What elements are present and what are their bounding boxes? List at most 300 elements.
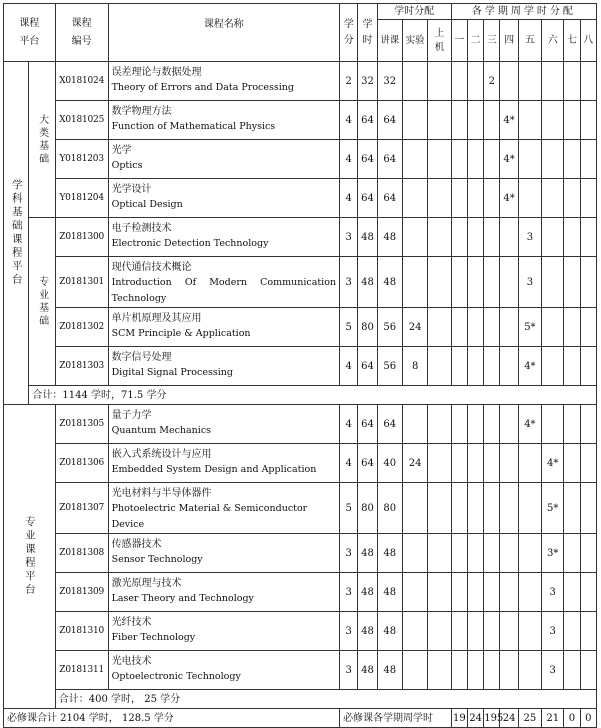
header-hours: 学时 [358,4,377,62]
subtotal-text: 合计：400 学时， 25 学分 [55,690,596,709]
course-row [4,218,597,257]
course-semester-empty [542,101,564,140]
course-semester-empty [580,101,596,140]
course-semester-empty [580,308,596,347]
course-row [4,257,597,308]
course-semester-empty [451,534,467,573]
course-code: Z0181302 [55,308,108,347]
course-credit: 4 [340,101,358,140]
course-semester-empty [580,62,596,101]
course-name-en: Photoelectric Material & Semiconductor Device [111,503,308,530]
course-name [108,218,340,257]
course-hours: 48 [358,534,377,573]
course-semester-empty [518,483,541,534]
course-computer [428,612,451,651]
course-name-en: Optical Design [111,199,183,210]
course-credit: 5 [340,483,358,534]
category-cell-label: 专业基础 [36,275,48,328]
course-computer [428,257,451,308]
course-credit: 5 [340,308,358,347]
course-lecture: 40 [377,444,402,483]
course-lab [402,218,427,257]
course-lab [402,612,427,651]
course-name [108,347,340,386]
course-semester-empty [500,612,518,651]
course-lab [402,534,427,573]
course-semester-empty [467,257,483,308]
course-semester-empty [467,612,483,651]
header-semester: 三 [484,20,500,62]
header-semester: 七 [564,20,580,62]
course-semester-empty [484,308,500,347]
course-semester-empty [580,444,596,483]
course-semester-empty [542,179,564,218]
course-name-cn: 误差理论与数据处理 [111,67,202,78]
course-semester-empty [500,62,518,101]
course-semester-empty [451,218,467,257]
course-semester-empty [451,101,467,140]
course-semester-empty [484,140,500,179]
course-semester-empty [564,573,580,612]
course-computer [428,651,451,690]
course-code: Z0181309 [55,573,108,612]
footer-total: 必修课合计 2104 学时， 128.5 学分 [4,709,340,728]
course-semester-empty [451,483,467,534]
course-semester-empty [518,62,541,101]
course-semester-empty [467,179,483,218]
platform-discipline-base-label: 学科基础课程平台 [10,179,23,287]
course-computer [428,140,451,179]
course-lab [402,179,427,218]
course-semester-empty [451,573,467,612]
course-lecture: 64 [377,179,402,218]
course-semester-empty [580,483,596,534]
course-credit: 4 [340,140,358,179]
course-name [108,308,340,347]
curriculum-table [3,3,597,728]
course-lab [402,405,427,444]
course-name-cn: 量子力学 [111,410,152,421]
course-name-en: Introduction Of Modern Communication Technology [111,277,337,304]
course-semester-empty [518,534,541,573]
course-semester-empty [500,218,518,257]
course-semester-empty [500,257,518,308]
course-semester-empty [542,62,564,101]
course-semester-hours: 2 [484,62,500,101]
course-name-cn: 单片机原理及其应用 [111,313,202,324]
course-semester-empty [467,101,483,140]
course-row [4,405,597,444]
course-semester-empty [484,483,500,534]
course-computer [428,483,451,534]
subtotal-row [4,386,597,405]
platform-discipline-base [4,62,29,405]
course-computer [428,308,451,347]
course-credit: 3 [340,573,358,612]
footer-weekly-label: 必修课各学期周学时 [340,709,452,728]
course-lab [402,101,427,140]
course-semester-empty [500,405,518,444]
course-lab: 8 [402,347,427,386]
course-name [108,140,340,179]
course-name-en: Fiber Technology [111,632,196,643]
course-semester-empty [484,347,500,386]
course-semester-empty [542,140,564,179]
course-credit: 3 [340,257,358,308]
course-semester-empty [580,347,596,386]
course-semester-empty [580,534,596,573]
course-semester-empty [580,257,596,308]
course-semester-empty [451,257,467,308]
subtotal-row [4,690,597,709]
course-lecture: 64 [377,101,402,140]
course-semester-hours: 5* [518,308,541,347]
course-name-cn: 光纤技术 [111,617,152,628]
course-semester-empty [564,444,580,483]
course-computer [428,444,451,483]
header-semester: 一 [451,20,467,62]
course-name-en: Electronic Detection Technology [111,238,269,249]
course-code: X0181024 [55,62,108,101]
course-semester-empty [451,140,467,179]
course-hours: 80 [358,483,377,534]
course-semester-empty [564,534,580,573]
course-hours: 80 [358,308,377,347]
course-name [108,257,340,308]
course-semester-empty [500,347,518,386]
course-semester-empty [484,573,500,612]
course-semester-empty [484,179,500,218]
course-lecture: 48 [377,257,402,308]
course-semester-empty [484,612,500,651]
course-semester-empty [542,218,564,257]
course-name-en: Function of Mathematical Physics [111,121,276,132]
course-semester-empty [564,405,580,444]
course-semester-empty [451,612,467,651]
course-semester-hours: 4* [542,444,564,483]
course-name [108,179,340,218]
header-name: 课程名称 [108,4,340,62]
category-cell [29,62,55,218]
course-name-cn: 传感器技术 [111,539,162,550]
course-semester-hours: 4* [500,179,518,218]
course-code: Z0181300 [55,218,108,257]
header-platform: 课程平台 [4,4,56,62]
course-lab [402,62,427,101]
course-semester-empty [518,140,541,179]
course-semester-empty [564,218,580,257]
course-code: Y0181203 [55,140,108,179]
course-hours: 64 [358,444,377,483]
course-name-cn: 数字信号处理 [111,352,172,363]
course-hours: 64 [358,101,377,140]
header-weekly: 各学期周学时分配 [451,4,596,20]
course-lecture: 48 [377,218,402,257]
course-semester-empty [451,444,467,483]
course-name-cn: 光电材料与半导体器件 [111,488,212,499]
course-semester-empty [467,62,483,101]
course-semester-empty [500,573,518,612]
course-semester-empty [467,534,483,573]
header-semester: 六 [542,20,564,62]
course-semester-hours: 3* [542,534,564,573]
course-semester-empty [467,347,483,386]
course-lecture: 56 [377,347,402,386]
footer-semester-value: 195 [484,709,500,728]
course-row [4,573,597,612]
course-hours: 64 [358,179,377,218]
course-semester-empty [518,179,541,218]
course-credit: 4 [340,347,358,386]
course-semester-empty [467,308,483,347]
course-semester-empty [451,308,467,347]
course-semester-empty [467,651,483,690]
course-semester-empty [580,179,596,218]
course-lab [402,483,427,534]
header-alloc-lab: 实验 [402,20,427,62]
course-semester-empty [500,444,518,483]
course-credit: 3 [340,651,358,690]
course-code: Z0181306 [55,444,108,483]
course-name [108,534,340,573]
header-semester: 五 [518,20,541,62]
course-semester-hours: 3 [542,651,564,690]
course-hours: 64 [358,405,377,444]
course-semester-empty [542,257,564,308]
course-semester-empty [451,179,467,218]
course-semester-empty [484,218,500,257]
course-name-cn: 光学 [111,145,132,156]
course-semester-empty [564,483,580,534]
course-semester-empty [564,140,580,179]
course-lecture: 80 [377,483,402,534]
course-name-cn: 现代通信技术概论 [111,262,192,273]
footer-semester-value: 0 [580,709,596,728]
footer-semester-value: 19 [451,709,467,728]
course-semester-empty [451,651,467,690]
course-row [4,534,597,573]
course-lecture: 32 [377,62,402,101]
course-semester-empty [542,347,564,386]
course-semester-empty [500,651,518,690]
course-code: Z0181303 [55,347,108,386]
course-semester-empty [564,308,580,347]
course-code: Z0181311 [55,651,108,690]
course-lab [402,573,427,612]
course-semester-empty [484,101,500,140]
course-name-en: Laser Theory and Technology [111,593,254,604]
course-name-cn: 激光原理与技术 [111,578,182,589]
course-computer [428,62,451,101]
course-name [108,62,340,101]
course-semester-empty [467,573,483,612]
course-semester-hours: 4* [518,347,541,386]
course-hours: 64 [358,140,377,179]
course-name-cn: 嵌入式系统设计与应用 [111,449,212,460]
course-row [4,347,597,386]
course-row [4,179,597,218]
course-code: Z0181301 [55,257,108,308]
course-name-en: Theory of Errors and Data Processing [111,82,294,93]
course-name [108,483,340,534]
course-name-en: SCM Principle & Application [111,328,251,339]
course-credit: 4 [340,179,358,218]
course-name-en: Digital Signal Processing [111,367,233,378]
course-semester-empty [518,444,541,483]
course-semester-empty [542,308,564,347]
course-semester-empty [467,444,483,483]
course-semester-empty [467,218,483,257]
course-semester-empty [500,534,518,573]
course-lab [402,140,427,179]
footer-semester-value: 21 [542,709,564,728]
course-credit: 4 [340,444,358,483]
course-semester-empty [580,218,596,257]
course-name [108,444,340,483]
course-hours: 48 [358,612,377,651]
course-name [108,405,340,444]
course-lab: 24 [402,444,427,483]
course-semester-empty [484,257,500,308]
course-name-en: Sensor Technology [111,554,203,565]
course-row [4,483,597,534]
course-semester-empty [451,62,467,101]
course-credit: 3 [340,218,358,257]
course-name-en: Optoelectronic Technology [111,671,241,682]
course-semester-hours: 4* [500,101,518,140]
course-semester-hours: 4* [518,405,541,444]
header-semester: 四 [500,20,518,62]
course-semester-hours: 3 [518,218,541,257]
course-semester-empty [467,483,483,534]
course-credit: 2 [340,62,358,101]
platform-major [4,405,56,709]
course-computer [428,573,451,612]
course-semester-hours: 5* [542,483,564,534]
header-code: 课程编号 [55,4,108,62]
course-semester-empty [451,405,467,444]
course-name-en: Embedded System Design and Application [111,464,317,475]
course-semester-empty [484,651,500,690]
course-row [4,444,597,483]
course-name [108,651,340,690]
course-row [4,101,597,140]
course-credit: 3 [340,612,358,651]
course-hours: 32 [358,62,377,101]
course-semester-empty [467,405,483,444]
course-code: Z0181307 [55,483,108,534]
course-lab [402,651,427,690]
course-row [4,612,597,651]
course-semester-empty [500,483,518,534]
course-semester-empty [484,444,500,483]
course-computer [428,347,451,386]
course-lecture: 48 [377,534,402,573]
course-computer [428,179,451,218]
course-computer [428,405,451,444]
course-lab: 24 [402,308,427,347]
course-name-cn: 光学设计 [111,184,152,195]
course-semester-empty [580,405,596,444]
footer-semester-value: 24 [500,709,518,728]
course-name-en: Quantum Mechanics [111,425,212,436]
course-hours: 48 [358,257,377,308]
course-row [4,308,597,347]
course-semester-hours: 4* [500,140,518,179]
course-row [4,62,597,101]
course-name [108,101,340,140]
course-credit: 3 [340,534,358,573]
course-semester-empty [518,101,541,140]
course-code: Z0181305 [55,405,108,444]
course-code: Z0181308 [55,534,108,573]
category-cell-label: 大类基础 [36,113,48,166]
course-name [108,573,340,612]
course-semester-empty [564,257,580,308]
header-alloc: 学时分配 [377,4,451,20]
footer-row [4,709,597,728]
course-semester-empty [518,573,541,612]
course-hours: 48 [358,218,377,257]
header-semester: 二 [467,20,483,62]
course-semester-empty [518,612,541,651]
subtotal-text: 合计：1144 学时，71.5 学分 [29,386,597,405]
course-semester-empty [564,347,580,386]
course-semester-hours: 3 [542,612,564,651]
course-semester-empty [580,573,596,612]
course-computer [428,534,451,573]
course-semester-empty [451,347,467,386]
course-hours: 48 [358,651,377,690]
course-semester-hours: 3 [518,257,541,308]
course-semester-empty [564,612,580,651]
course-name-cn: 光电技术 [111,656,152,667]
course-hours: 48 [358,573,377,612]
course-lecture: 64 [377,140,402,179]
course-semester-empty [500,308,518,347]
course-code: Z0181310 [55,612,108,651]
course-name [108,612,340,651]
course-lecture: 48 [377,651,402,690]
course-semester-empty [564,651,580,690]
course-semester-empty [484,534,500,573]
footer-semester-value: 0 [564,709,580,728]
platform-major-label: 专业课程平台 [23,516,36,597]
course-lecture: 48 [377,573,402,612]
header-semester: 八 [580,20,596,62]
course-name-en: Optics [111,160,143,171]
header-alloc-computer: 上机 [428,20,451,62]
course-lecture: 56 [377,308,402,347]
course-row [4,140,597,179]
course-semester-empty [564,179,580,218]
footer-semester-value: 24 [467,709,483,728]
course-semester-empty [484,405,500,444]
course-semester-empty [580,651,596,690]
course-semester-empty [518,651,541,690]
category-cell [29,218,55,386]
course-name-cn: 电子检测技术 [111,223,172,234]
course-computer [428,101,451,140]
course-semester-empty [542,405,564,444]
course-name-cn: 数学物理方法 [111,106,172,117]
course-credit: 4 [340,405,358,444]
course-lab [402,257,427,308]
header-row-1 [4,4,597,20]
course-semester-empty [467,140,483,179]
course-semester-empty [564,101,580,140]
course-row [4,651,597,690]
